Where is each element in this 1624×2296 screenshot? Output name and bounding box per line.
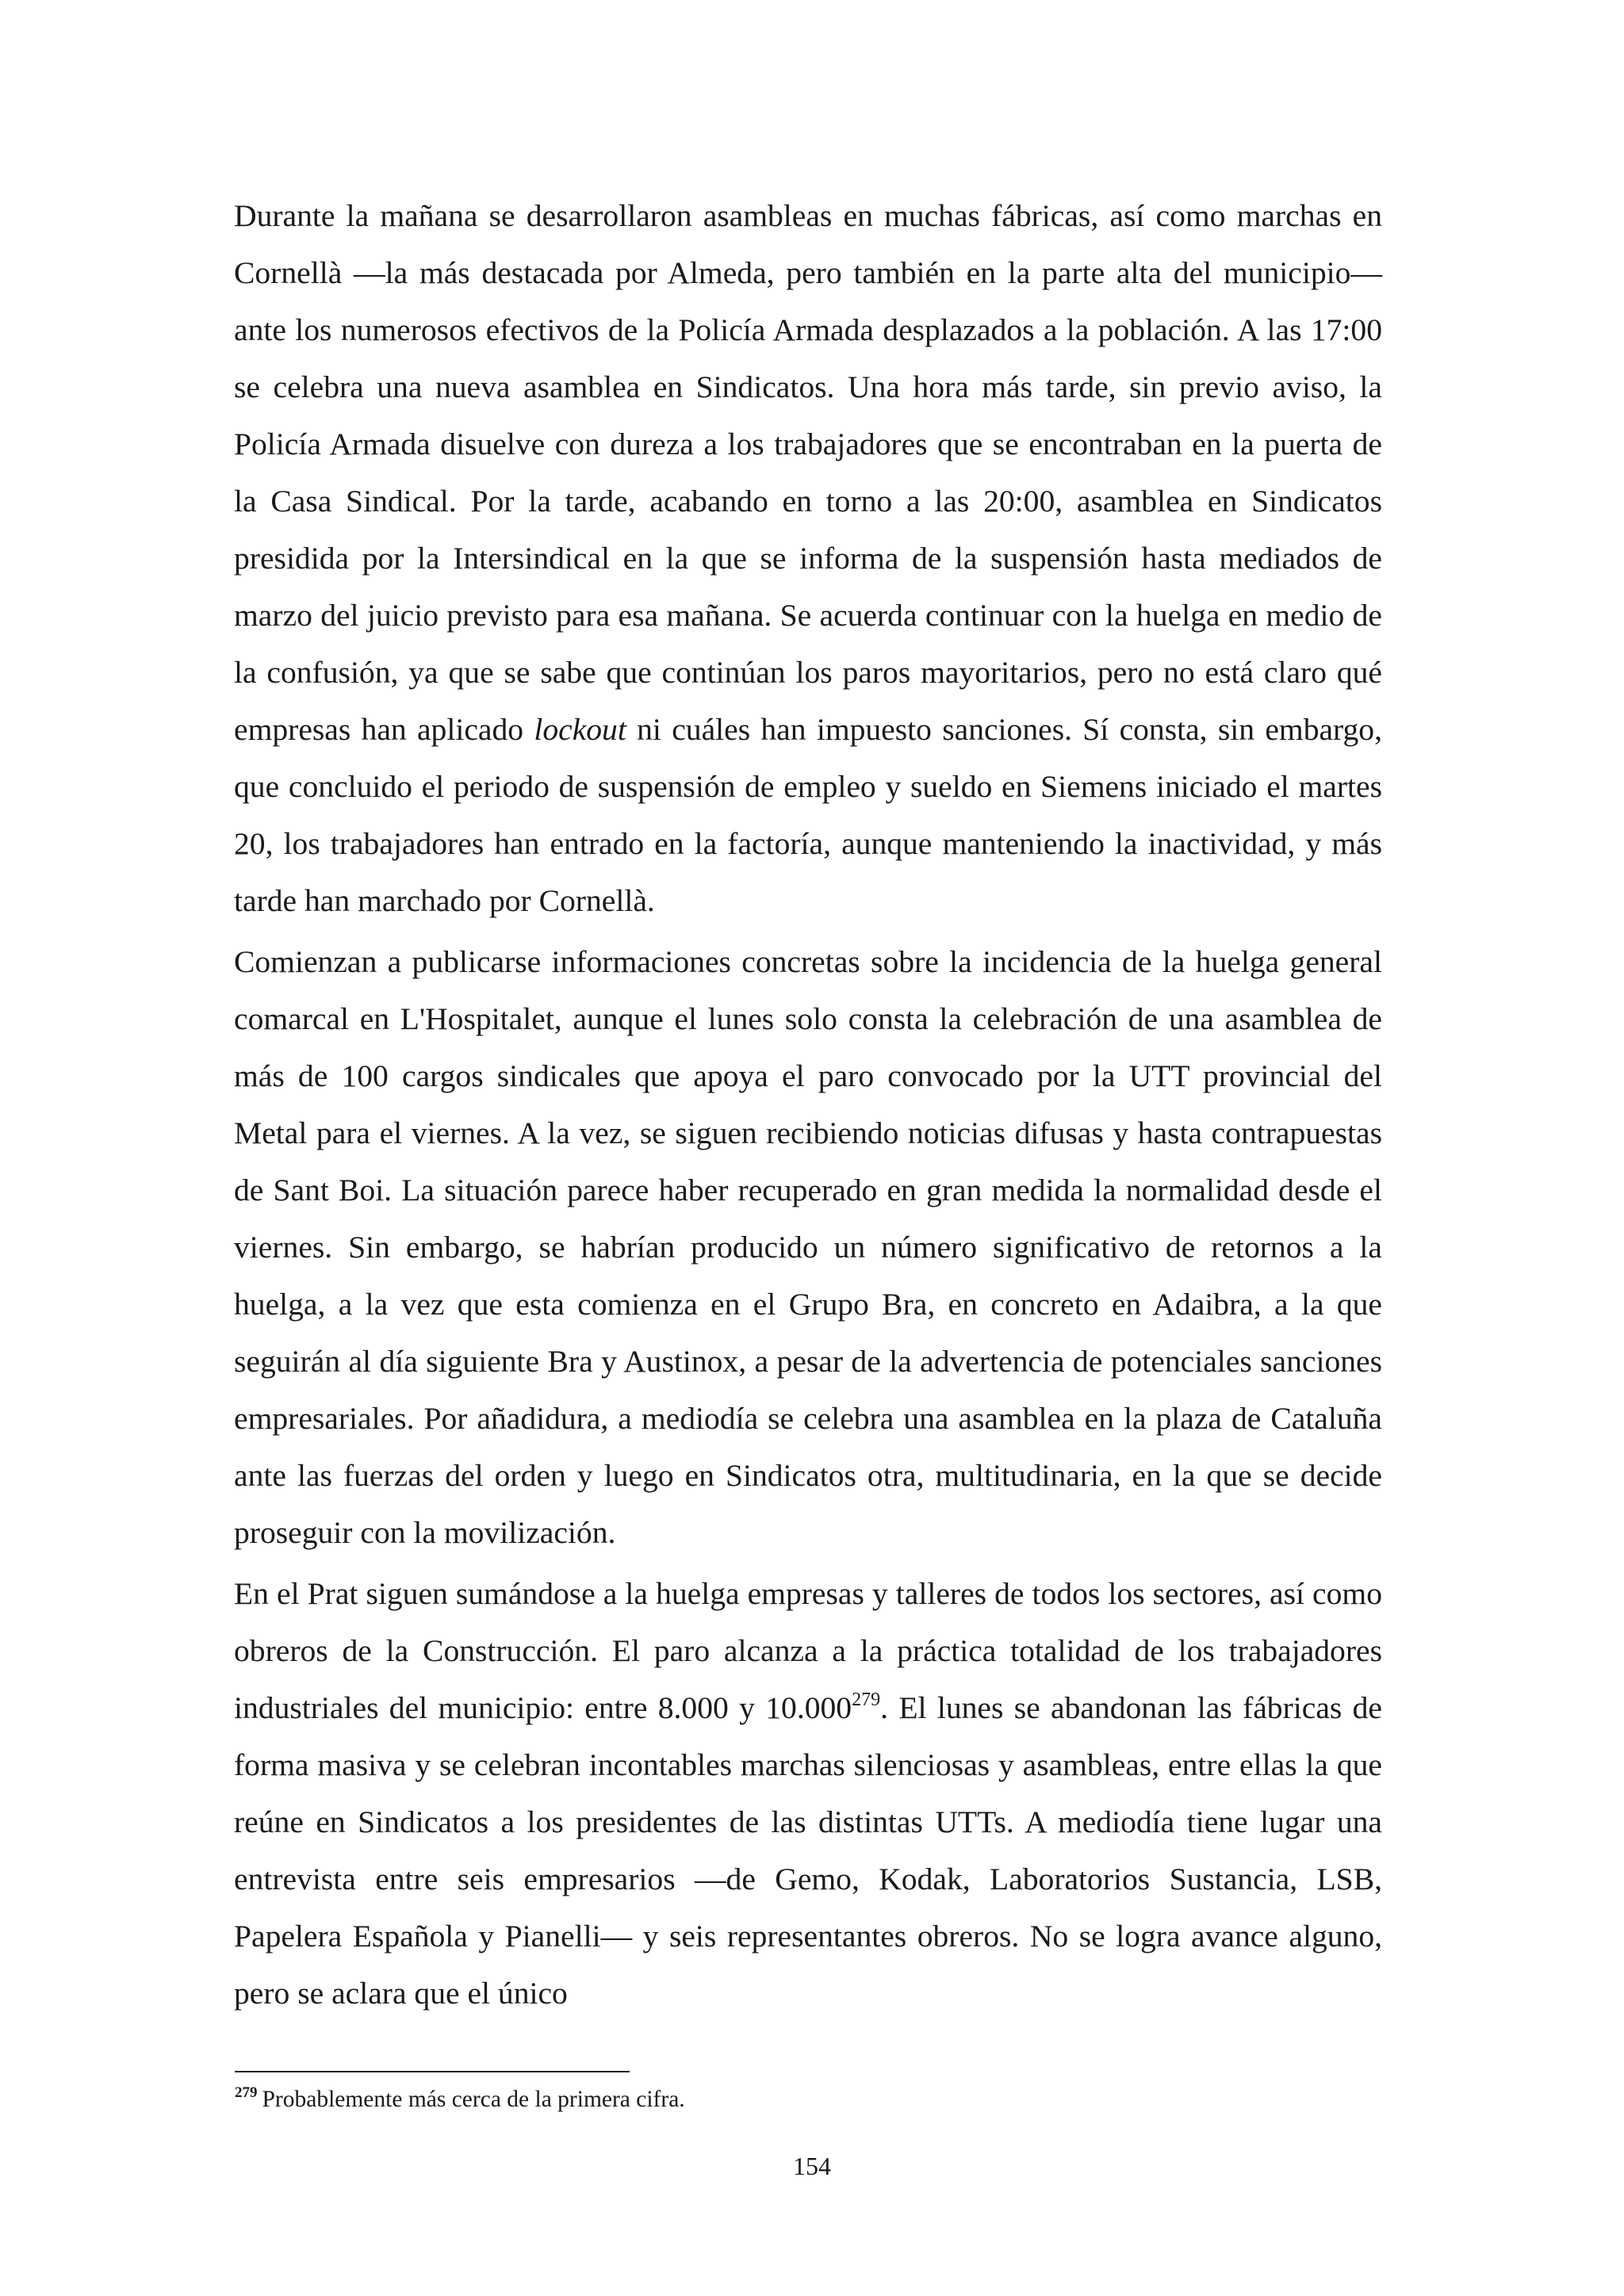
footnote-separator: [235, 2071, 630, 2072]
paragraph-text: En el Prat siguen sumándose a la huelga empresas y talleres de todos los sectores, así como obreros de la Construcción. El paro alcanza a la práctica totalidad de los trabajadores industriales del municipio: entre 8.000 y 10.000: [234, 1576, 1382, 1725]
footnote-reference: 279: [852, 1689, 881, 1710]
paragraph: [234, 187, 1382, 929]
footnote-text: Probablemente más cerca de la primera cifra.: [262, 2087, 685, 2112]
body-text: [234, 187, 1382, 2026]
italic-term: lockout: [534, 712, 626, 747]
page-number: 154: [793, 2152, 831, 2180]
paragraph: Comienzan a publicarse informaciones concretas sobre la incidencia de la huelga general comarcal en L'Hospitalet, aunque el lunes solo consta la celebración de una asamblea de más de 100 cargos sindicales que apoya el paro convocado por la UTT provincial del Metal para el viernes. A la vez, se siguen recibiendo noticias difusas y hasta contrapuestas de Sant Boi. La situación parece haber recuperado en gran medida la normalidad desde el viernes. Sin embargo, se habrían producido un número significativo de retornos a la huelga, a la vez que esta comienza en el Grupo Bra, en concreto en Adaibra, a la que seguirán al día siguiente Bra y Austinox, a pesar de la advertencia de potenciales sanciones empresariales. Por añadidura, a mediodía se celebra una asamblea en la plaza de Cataluña ante las fuerzas del orden y luego en Sindicatos otra, multitudinaria, en la que se decide proseguir con la movilización.: [234, 944, 1382, 1550]
paragraph-text: . El lunes se abandonan las fábricas de forma masiva y se celebran incontables marchas silenciosas y asambleas, entre ellas la que reúne en Sindicatos a los presidentes de las distintas UTTs. A mediodía tiene lugar una entrevista entre seis empresarios —de Gemo, Kodak, Laboratorios Sustancia, LSB, Papelera Española y Pianelli— y seis representantes obreros. No se logra avance alguno, pero se aclara que el único: [234, 1690, 1382, 2011]
paragraph: [234, 1565, 1382, 2022]
paragraph-text: ni cuáles han impuesto sanciones. Sí consta, sin embargo, que concluido el periodo de suspensión de empleo y sueldo en Siemens iniciado el martes 20, los trabajadores han entrado en la factoría, aunque manteniendo la inactividad, y más tarde han marchado por Cornellà.: [234, 712, 1382, 918]
footnote-number: 279: [235, 2084, 258, 2101]
paragraph-text: Durante la mañana se desarrollaron asambleas en muchas fábricas, así como marchas en Cornellà —la más destacada por Almeda, pero también en la parte alta del municipio— ante los numerosos efectivos de la Policía Armada desplazados a la población. A las 17:00 se celebra una nueva asamblea en Sindicatos. Una hora más tarde, sin previo aviso, la Policía Armada disuelve con dureza a los trabajadores que se encontraban en la puerta de la Casa Sindical. Por la tarde, acabando en torno a las 20:00, asamblea en Sindicatos presidida por la Intersindical en la que se informa de la suspensión hasta mediados de marzo del juicio previsto para esa mañana. Se acuerda continuar con la huelga en medio de la confusión, ya que se sabe que continúan los paros mayoritarios, pero no está claro qué empresas han aplicado: [234, 198, 1382, 747]
footnote: [235, 2082, 1383, 2120]
